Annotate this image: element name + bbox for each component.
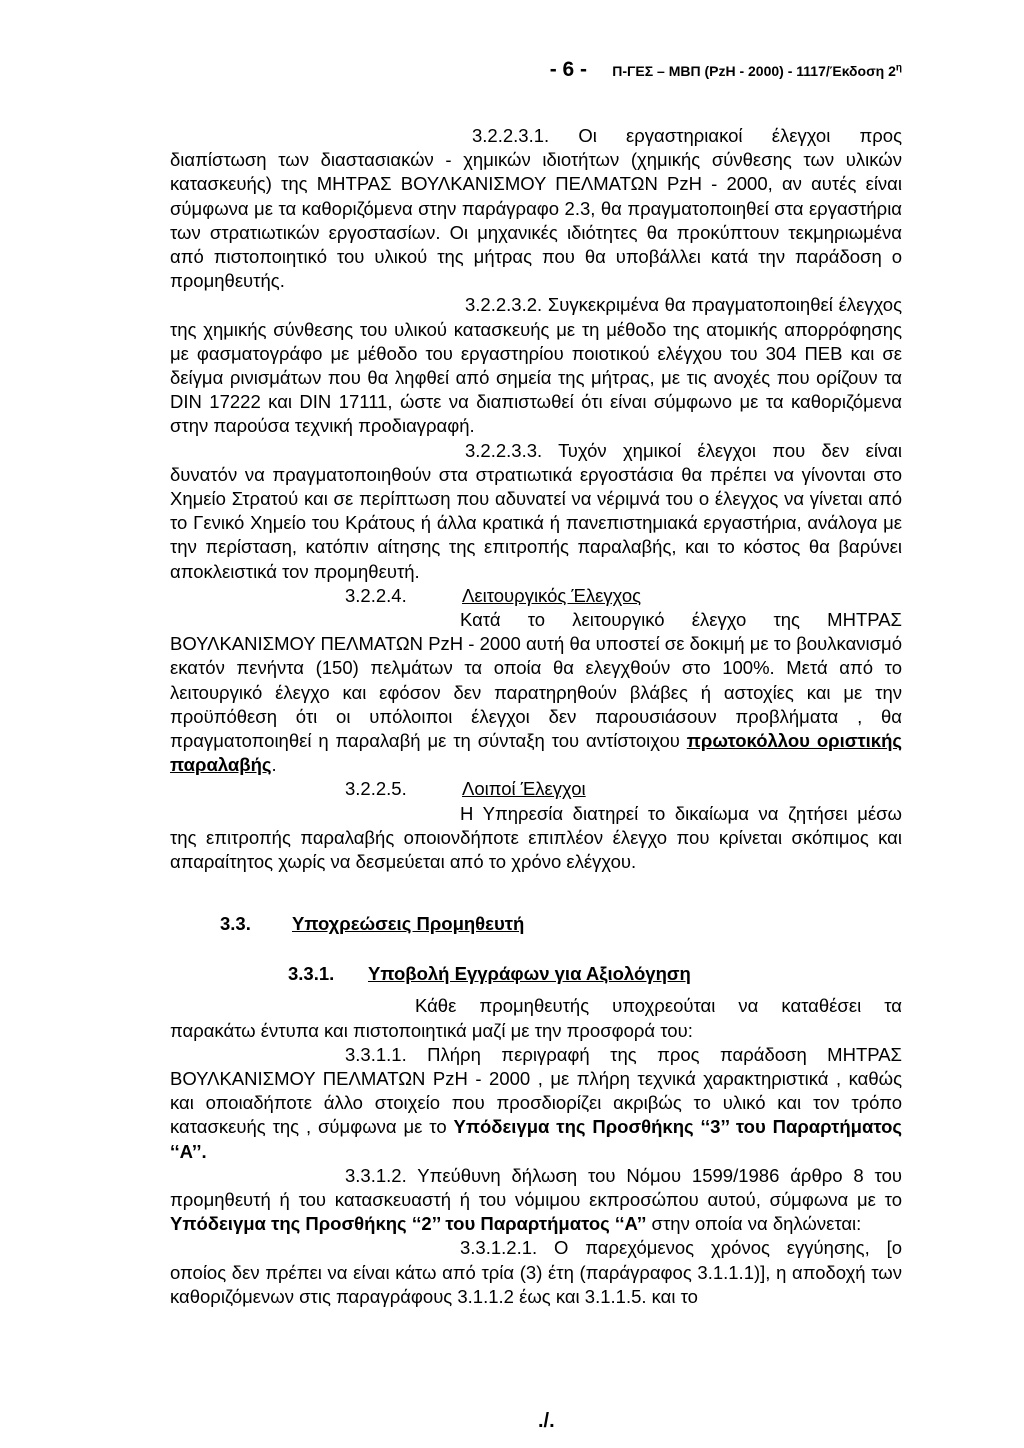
paragraph-3-2-2-3-3: 3.2.2.3.3. Τυχόν χημικοί έλεγχοι που δεν είναι δυνατόν να πραγματοποιηθούν στα στρατιωτικά εργοστάσια θα πρέπει να γίνονται στο Χημείο Στρατού και σε περίπτωση που αδυνατεί να νέριμνά του ο έλεγχος να γίνεται από το Γενικό Χημείο του Κράτους ή άλλα κρατικά ή πανεπιστημιακά εργαστήρια, ανάλογα με την περίσταση, κατόπιν αίτησης της επιτροπής παραλαβής, και το κόστος θα βαρύνει αποκλειστικά τον προμηθευτή. bbox=[170, 439, 902, 582]
final-acceptance-protocol: πρωτοκόλλου οριστικής παραλαβής bbox=[170, 730, 902, 776]
paragraph-3-3-1-1: 3.3.1.1. Πλήρη περιγραφή της προς παράδοση ΜΗΤΡΑΣ ΒΟΥΛΚΑΝΙΣΜΟΥ ΠΕΛΜΑΤΩΝ ΡzΗ - 2000 , με πλήρη τεχνικά χαρακτηριστικά , καθώς και οποιαδήποτε άλλο στοιχείο που προσδιορίζει ακριβώς το υλικό και τον τρόπο κατασκευής της , σύμφωνα με το Υπόδειγμα της Προσθήκης ‘‘3’’ του Παραρτήματος ‘‘Α’’. bbox=[170, 1043, 902, 1162]
continuation-mark: ./. bbox=[538, 1410, 555, 1432]
paragraph-3-3-1-2: 3.3.1.2. Υπεύθυνη δήλωση του Νόμου 1599/1986 άρθρο 8 του προμηθευτή ή του κατασκευαστή ή του νόμιμου εκπροσώπου αυτού, σύμφωνα με το Υπόδειγμα της Προσθήκης ‘‘2’’ του Παραρτήματος ‘‘Α’’ στην οποία να δηλώνεται: bbox=[170, 1164, 902, 1235]
section-title: Λοιποί Έλεγχοι bbox=[462, 778, 586, 800]
paragraph-documents-intro: Κάθε προμηθευτής υποχρεούται να καταθέσει τα παρακάτω έντυπα και πιστοποιητικά μαζί με την προσφορά του: bbox=[170, 995, 902, 1041]
section-number: 3.2.2.4. bbox=[345, 584, 407, 606]
paragraph-3-2-2-3-2: 3.2.2.3.2. Συγκεκριμένα θα πραγματοποιηθεί έλεγχος της χημικής σύνθεσης του υλικού κατασκευής με τη μέθοδο της ατομικής απορρόφησης με φασματογράφο με μέθοδο του εργαστηρίου ποιοτικού ελέγχου του 304 ΠΕΒ και σε δείγμα ρινισμάτων που θα ληφθεί από σημεία της μήτρας, με τις ανοχές που ορίζουν τα DIN 17222 και DIN 17111, ώστε να διαπιστωθεί ότι είναι σύμφωνο με τα καθοριζόμενα στην παρούσα τεχνική προδιαγραφή. bbox=[170, 294, 902, 437]
appendix-2-reference: Υπόδειγμα της Προσθήκης ‘‘2’’ του Παραρτήματος ‘‘Α’’ bbox=[170, 1213, 647, 1235]
section-number: 3.2.2.5. bbox=[345, 778, 407, 800]
appendix-3-reference: Υπόδειγμα της Προσθήκης ‘‘3’’ του Παραρτήματος ‘‘Α’’. bbox=[170, 1116, 902, 1162]
document-code: Π-ΓΕΣ – ΜΒΠ (ΡzΗ - 2000) - 1117/Έκδοση $2^\eta$ bbox=[612, 62, 902, 79]
paragraph-3-2-2-3-1: 3.2.2.3.1. Οι εργαστηριακοί έλεγχοι προς διαπίστωση των διαστασιακών - χημικών ιδιοτήτων (χημικής σύνθεσης των υλικών κατασκευής) της ΜΗΤΡΑΣ ΒΟΥΛΚΑΝΙΣΜΟΥ ΠΕΛΜΑΤΩΝ ΡzΗ - 2000, αν αυτές είναι σύμφωνα με τα καθοριζόμενα στην παράγραφο 2.3, θα πραγματοποιηθεί στα εργαστήρια των στρατιωτικών εργοστασίων. Οι μηχανικές ιδιότητες θα προκύπτουν τεκμηριωμένα από πιστοποιητικό του υλικού της μήτρας που θα υποβάλλει κατά την παράδοση ο προμηθευτής. bbox=[170, 125, 902, 292]
section-title: Λειτουργικός Έλεγχος bbox=[462, 584, 642, 606]
paragraph-functional-test: Κατά το λειτουργικό έλεγχο της ΜΗΤΡΑΣ ΒΟΥΛΚΑΝΙΣΜΟΥ ΠΕΛΜΑΤΩΝ ΡzΗ - 2000 αυτή θα υποστεί σε δοκιμή με το βουλκανισμό εκατόν πενήντα (150) πελμάτων τα οποία θα ελεγχθούν στο 100%. Μετά από το λειτουργικό έλεγχο και εφόσον δεν παρατηρηθούν βλάβες ή αστοχίες και με την προϋπόθεση ότι οι υπόλοιποι έλεγχοι δεν παρουσιάσουν προβλήματα , θα πραγματοποιηθεί η παραλαβή με τη σύνταξη του αντίστοιχου πρωτοκόλλου οριστικής παραλαβής. bbox=[170, 609, 902, 776]
page-number: - 6 - bbox=[549, 58, 588, 81]
document-body bbox=[170, 124, 902, 1309]
edition-superscript: η bbox=[895, 62, 902, 74]
paragraph-other-tests: Η Υπηρεσία διατηρεί το δικαίωμα να ζητήσει μέσω της επιτροπής παραλαβής οποιονδήποτε επιπλέον έλεγχο που κρίνεται σκόπιμος και απαραίτητος χωρίς να δεσμεύεται από το χρόνο ελέγχου. bbox=[170, 802, 902, 873]
section-3-2-2-4-heading bbox=[170, 584, 902, 608]
section-title: Υποχρεώσεις Προμηθευτή bbox=[292, 913, 525, 935]
section-3-2-2-5-heading bbox=[170, 777, 902, 801]
paragraph-3-3-1-2-1: 3.3.1.2.1. Ο παρεχόμενος χρόνος εγγύησης, [ο οποίος δεν πρέπει να είναι κάτω από τρία (3) έτη (παράγραφος 3.1.1.1)], η αποδοχή των καθοριζόμενων στις παραγράφους 3.1.1.2 έως και 3.1.1.5. και το bbox=[170, 1237, 902, 1307]
page-header bbox=[550, 58, 902, 82]
section-3-3-1-heading: 3.3.1. Υποβολή Εγγράφων για Αξιολόγηση bbox=[288, 963, 691, 985]
section-title: Υποβολή Εγγράφων για Αξιολόγηση bbox=[368, 963, 691, 985]
section-3-3-heading: 3.3. Υποχρεώσεις Προμηθευτή bbox=[220, 913, 525, 935]
